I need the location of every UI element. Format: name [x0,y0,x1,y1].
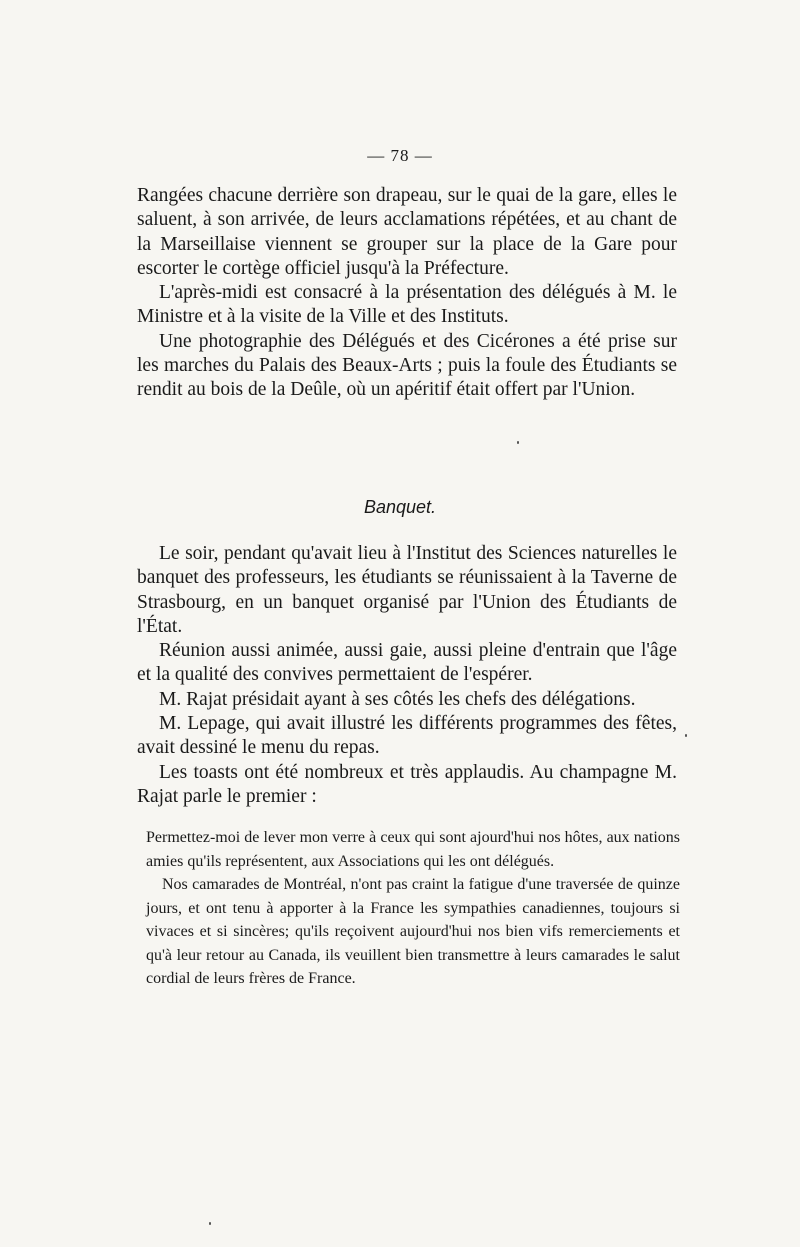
section-heading: Banquet. [363,497,437,517]
banquet-paragraph-1: Le soir, pendant qu'avait lieu à l'Institut des Sciences naturelles le banquet des professeurs, les étudiants se réunissaient à la Taverne de Strasbourg, en un banquet organisé par l'Union des Étudiants de l'État. [137,543,677,637]
intro-section [137,184,677,403]
page-number: — 78 — [367,146,433,165]
speech-section [146,826,680,991]
banquet-paragraph-4: M. Lepage, qui avait illustré les différents programmes des fêtes, avait dessiné le menu du repas. [137,713,677,759]
intro-paragraph-1: Rangées chacune derrière son drapeau, sur le quai de la gare, elles le saluent, à son arrivée, de leurs acclamations répétées, et au chant de la Marseillaise viennent se grouper sur la place de la Gare pour escorter le cortège officiel jusqu'à la Préfecture. [137,185,677,279]
print-speck [685,734,687,737]
intro-paragraph-2: L'après-midi est consacré à la présentation des délégués à M. le Ministre et à la visite de la Ville et des Instituts. [137,282,677,328]
banquet-paragraph-5: Les toasts ont été nombreux et très applaudis. Au champagne M. Rajat parle le premier : [137,761,677,807]
banquet-paragraph-3: M. Rajat présidait ayant à ses côtés les chefs des délégations. [159,688,636,710]
print-speck [209,1222,211,1225]
speech-paragraph-1: Permettez-moi de lever mon verre à ceux qui sont ajourd'hui nos hôtes, aux nations amies qu'ils représentent, aux Associations qui les ont délégués. [146,829,680,870]
intro-paragraph-3: Une photographie des Délégués et des Cicérones a été prise sur les marches du Palais des Beaux-Arts ; puis la foule des Étudiants se rendit au bois de la Deûle, où un apéritif était offert par l'Union. [137,330,677,401]
print-speck [517,441,519,444]
speech-paragraph-2: Nos camarades de Montréal, n'ont pas craint la fatigue d'une traversée de quinze jours, et ont tenu à apporter à la France les sympathies canadiennes, toujours si vivaces et si sincères; qu'ils reçoivent aujourd'hui nos bien vifs remerciements et qu'à leur retour au Canada, ils veuillent bien transmettre à leurs camarades le salut cordial de leurs frères de France. [146,876,680,987]
banquet-paragraph-2: Réunion aussi animée, aussi gaie, aussi pleine d'entrain que l'âge et la qualité des convives permettaient de l'espérer. [137,640,677,686]
banquet-section [137,542,677,809]
